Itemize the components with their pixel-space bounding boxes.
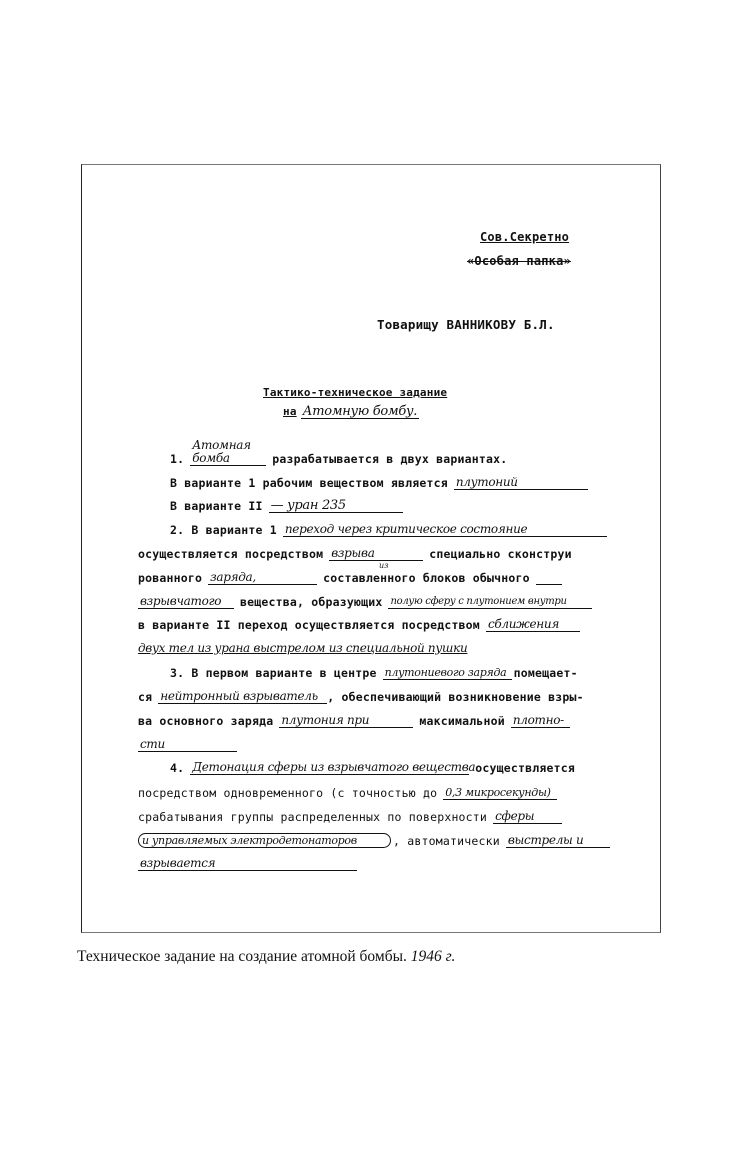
typed-text: , обеспечивающий возникновение взры- [327, 690, 584, 704]
addressee: Товарищу ВАННИКОВУ Б.Л. [377, 317, 555, 332]
p3-line4 [138, 734, 613, 752]
handwritten-entry: Атомная бомба [190, 439, 266, 466]
p3-line2 [138, 686, 613, 704]
typed-text: В варианте 1 рабочим веществом является [170, 476, 448, 490]
p4-line3 [138, 806, 613, 824]
handwritten-entry: выстрелы и [506, 834, 610, 848]
typed-text: помещает- [513, 666, 578, 680]
handwritten-entry: Детонация сферы из взрывчатого вещества [192, 760, 476, 774]
handwritten-entry: двух тел из урана выстрелом из специальной пушки [138, 641, 468, 655]
typed-text: в варианте II переход осуществляется посредством [138, 618, 480, 632]
classification-stamp: Сов.Секретно [480, 230, 570, 244]
typed-text: рованного [138, 571, 203, 585]
document-title-line2 [283, 402, 419, 420]
handwritten-entry: сближения [486, 618, 580, 632]
document-title-line1: Тактико-техническое задание [263, 386, 448, 399]
handwritten-entry: плутоний [454, 476, 588, 490]
p2-line2 [138, 543, 613, 561]
p2-line1 [170, 519, 610, 537]
typed-text: ся [138, 690, 153, 704]
typed-text: В варианте II [170, 499, 263, 513]
caption-year: 1946 г. [410, 948, 456, 965]
handwritten-entry: переход через критическое состояние [283, 523, 607, 537]
handwritten-entry: взрывается [138, 857, 357, 871]
p3-line1 [170, 662, 615, 680]
handwritten-entry: полую сферу с плутонием внутри [388, 595, 592, 609]
special-folder-stamp: «Особая папка» [467, 254, 571, 268]
p4-line1 [170, 757, 610, 775]
typed-text: 4. [170, 761, 185, 775]
handwritten-entry: плотно- [511, 714, 570, 728]
handwritten-entry: плутониевого заряда [383, 666, 512, 680]
typed-text: вещества, образующих [240, 595, 383, 609]
title-typed-part: на [283, 405, 297, 418]
handwritten-entry: взрывчатого [138, 595, 234, 609]
handwritten-entry: нейтронный взрыватель [158, 690, 327, 704]
typed-text: , автоматически [393, 834, 500, 848]
typed-text: 2. В варианте 1 [170, 523, 277, 537]
p2-line5 [138, 614, 613, 632]
handwritten-entry: — уран 235 [269, 499, 403, 513]
typed-text: 1. [170, 452, 185, 466]
p2-line6 [138, 637, 613, 655]
p4-line2 [138, 782, 613, 800]
typed-text: разрабатывается в двух вариантах. [272, 452, 508, 466]
handwritten-insert: из [379, 561, 389, 570]
p2-line4 [138, 591, 613, 609]
typed-text: осуществляется [475, 761, 575, 775]
typed-text: осуществляется посредством [138, 547, 324, 561]
caption-text: Техническое задание на создание атомной бомбы. [77, 948, 407, 965]
typed-text: срабатывания группы распределенных по поверхности [138, 810, 488, 824]
title-handwritten-part: Атомную бомбу. [302, 404, 418, 419]
p1-line1 [170, 438, 610, 466]
handwritten-entry: заряда, [208, 571, 317, 585]
typed-text: ва основного заряда [138, 714, 274, 728]
figure-caption [77, 948, 455, 966]
p4-line4 [138, 830, 613, 848]
p4-line5 [138, 853, 613, 871]
handwritten-entry: и управляемых электродетонаторов [138, 833, 391, 848]
p2-line3 [138, 567, 613, 585]
handwritten-entry: плутония при [279, 714, 413, 728]
handwritten-entry: взрыва [329, 547, 423, 561]
typed-text: максимальной [419, 714, 505, 728]
p1-line2 [170, 472, 610, 490]
typed-text: составленного блоков обычного [323, 571, 530, 585]
p1-line3 [170, 495, 610, 513]
handwritten-entry: сферы [493, 810, 562, 824]
typed-text: 3. В первом варианте в центре [170, 666, 377, 680]
typed-text: посредством одновременного (с точностью до [138, 786, 438, 800]
typed-text: специально сконструи [429, 547, 572, 561]
handwritten-entry: 0,3 микросекунды) [443, 786, 557, 800]
handwritten-entry: сти [138, 738, 237, 752]
p3-line3 [138, 710, 613, 728]
